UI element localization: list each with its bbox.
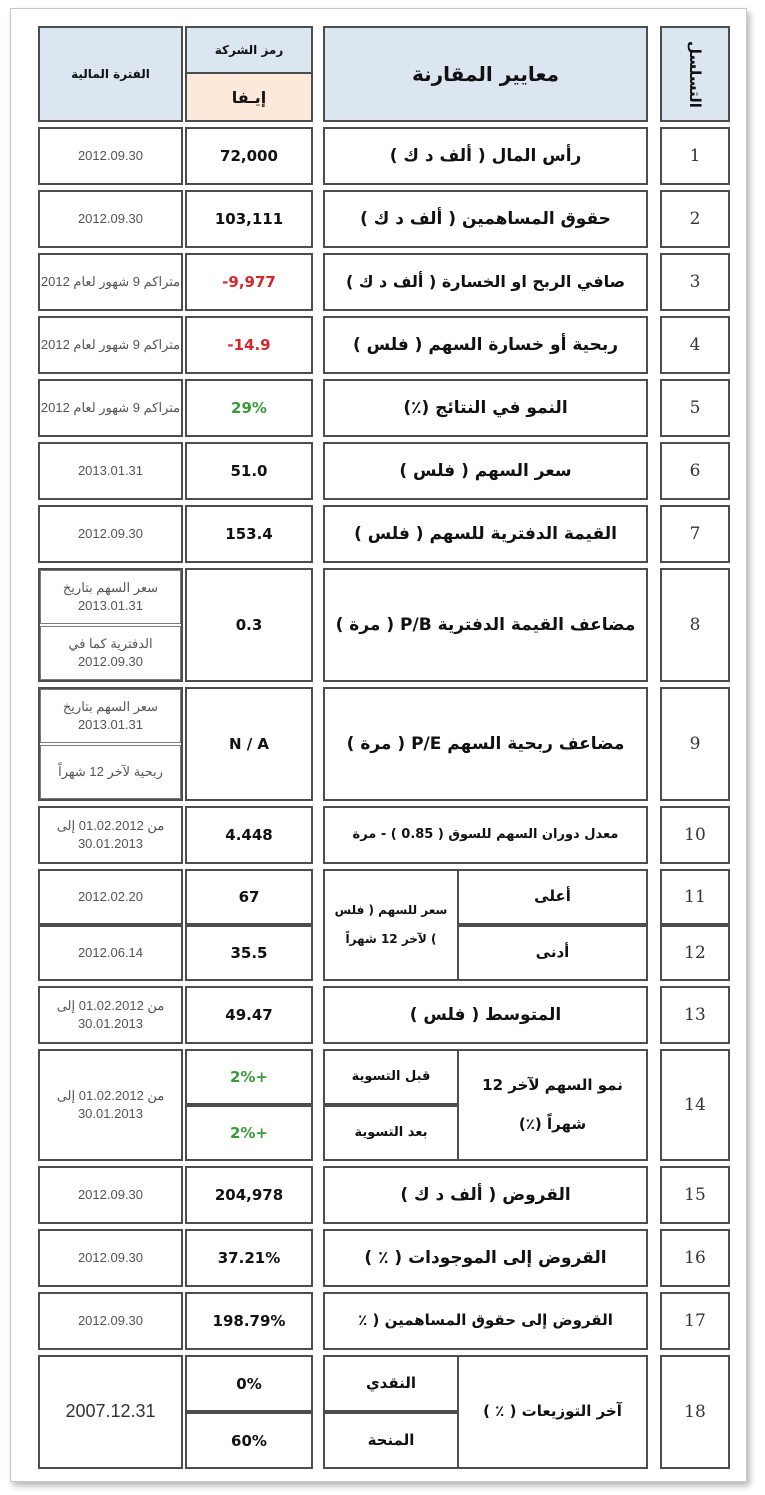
row-5-value: 29%	[185, 379, 313, 437]
row-6-serial: 6	[660, 442, 730, 500]
row-9-period-a: سعر السهم بتاريخ 2013.01.31	[40, 689, 181, 743]
header-company-code-label: رمز الشركة	[185, 26, 313, 74]
header-criteria: معايير المقارنة	[323, 26, 648, 122]
row-8-period-b: الدفترية كما في 2012.09.30	[40, 626, 181, 680]
header-serial: التسلسل	[660, 26, 730, 122]
row-18-sub-a: النقدي	[323, 1355, 459, 1412]
row-10-value: 4.448	[185, 806, 313, 864]
row-18-sub-b: المنحة	[323, 1412, 459, 1469]
row-15-serial: 15	[660, 1166, 730, 1224]
row-7-serial: 7	[660, 505, 730, 563]
row-13-period: من 01.02.2012 إلى 30.01.2013	[38, 986, 183, 1044]
header-company-code: إيـفا	[185, 72, 313, 122]
row-14-serial: 14	[660, 1049, 730, 1161]
row-6-value: 51.0	[185, 442, 313, 500]
row-4-period: متراكم 9 شهور لعام 2012	[38, 316, 183, 374]
row-9-serial: 9	[660, 687, 730, 801]
row-18-value-a: 0%	[185, 1355, 313, 1412]
row-5-serial: 5	[660, 379, 730, 437]
row-18-period: 2007.12.31	[38, 1355, 183, 1469]
row-11-serial: 11	[660, 869, 730, 925]
row-11-value: 67	[185, 869, 313, 925]
row-7-value: 153.4	[185, 505, 313, 563]
row-13-serial: 13	[660, 986, 730, 1044]
row-16-period: 2012.09.30	[38, 1229, 183, 1287]
row-17-serial: 17	[660, 1292, 730, 1350]
row-4-value: -14.9	[185, 316, 313, 374]
row-12-criterion: أدنى	[457, 925, 648, 981]
row-18-serial: 18	[660, 1355, 730, 1469]
row-15-criterion: القروض ( ألف د ك )	[323, 1166, 648, 1224]
row-17-period: 2012.09.30	[38, 1292, 183, 1350]
row-6-criterion: سعر السهم ( فلس )	[323, 442, 648, 500]
row-14-group: نمو السهم لآخر 12 شهراً (٪)	[457, 1049, 648, 1161]
row-1-serial: 1	[660, 127, 730, 185]
row-15-value: 204,978	[185, 1166, 313, 1224]
row-8-criterion: مضاعف القيمة الدفترية P/B ( مرة )	[323, 568, 648, 682]
row-17-criterion: القروض إلى حقوق المساهمين ( ٪	[323, 1292, 648, 1350]
row-3-criterion: صافي الربح او الخسارة ( ألف د ك )	[323, 253, 648, 311]
row-1-period: 2012.09.30	[38, 127, 183, 185]
row-8-period-a: سعر السهم بتاريخ 2013.01.31	[40, 570, 181, 624]
row-9-value: N / A	[185, 687, 313, 801]
row-12-serial: 12	[660, 925, 730, 981]
row-8-value: 0.3	[185, 568, 313, 682]
row-13-value: 49.47	[185, 986, 313, 1044]
row-14-sub-a: قبل التسوية	[323, 1049, 459, 1105]
row-5-criterion: النمو في النتائج (٪)	[323, 379, 648, 437]
row-10-criterion: معدل دوران السهم للسوق ( 0.85 ) - مرة	[323, 806, 648, 864]
row-14-period: من 01.02.2012 إلى 30.01.2013	[38, 1049, 183, 1161]
row-18-value-b: 60%	[185, 1412, 313, 1469]
row-15-period: 2012.09.30	[38, 1166, 183, 1224]
row-2-criterion: حقوق المساهمين ( ألف د ك )	[323, 190, 648, 248]
rows-11-12-group: سعر للسهم ( فلس ) لآخر 12 شهراً	[323, 869, 459, 981]
row-3-period: متراكم 9 شهور لعام 2012	[38, 253, 183, 311]
row-12-value: 35.5	[185, 925, 313, 981]
row-4-criterion: ربحية أو خسارة السهم ( فلس )	[323, 316, 648, 374]
row-10-period: من 01.02.2012 إلى 30.01.2013	[38, 806, 183, 864]
row-3-serial: 3	[660, 253, 730, 311]
row-8-serial: 8	[660, 568, 730, 682]
row-3-value: -9,977	[185, 253, 313, 311]
row-7-period: 2012.09.30	[38, 505, 183, 563]
row-11-period: 2012.02.20	[38, 869, 183, 925]
row-1-value: 72,000	[185, 127, 313, 185]
comparison-sheet	[10, 8, 747, 1482]
row-16-serial: 16	[660, 1229, 730, 1287]
row-13-criterion: المتوسط ( فلس )	[323, 986, 648, 1044]
row-2-serial: 2	[660, 190, 730, 248]
row-7-criterion: القيمة الدفترية للسهم ( فلس )	[323, 505, 648, 563]
row-17-value: 198.79%	[185, 1292, 313, 1350]
row-18-group: آخر التوزيعات ( ٪ )	[457, 1355, 648, 1469]
row-6-period: 2013.01.31	[38, 442, 183, 500]
row-2-value: 103,111	[185, 190, 313, 248]
header-period: الفترة المالية	[38, 26, 183, 122]
row-9-period-b: ربحية لآخر 12 شهراً	[40, 745, 181, 799]
row-14-sub-b: بعد التسوية	[323, 1105, 459, 1161]
row-9-criterion: مضاعف ربحية السهم P/E ( مرة )	[323, 687, 648, 801]
row-10-serial: 10	[660, 806, 730, 864]
row-14-value-b: 2%+	[185, 1105, 313, 1161]
row-4-serial: 4	[660, 316, 730, 374]
row-1-criterion: رأس المال ( ألف د ك )	[323, 127, 648, 185]
row-16-criterion: القروض إلى الموجودات ( ٪ )	[323, 1229, 648, 1287]
row-5-period: متراكم 9 شهور لعام 2012	[38, 379, 183, 437]
row-14-value-a: 2%+	[185, 1049, 313, 1105]
row-12-period: 2012.06.14	[38, 925, 183, 981]
row-16-value: 37.21%	[185, 1229, 313, 1287]
row-11-criterion: أعلى	[457, 869, 648, 925]
row-2-period: 2012.09.30	[38, 190, 183, 248]
